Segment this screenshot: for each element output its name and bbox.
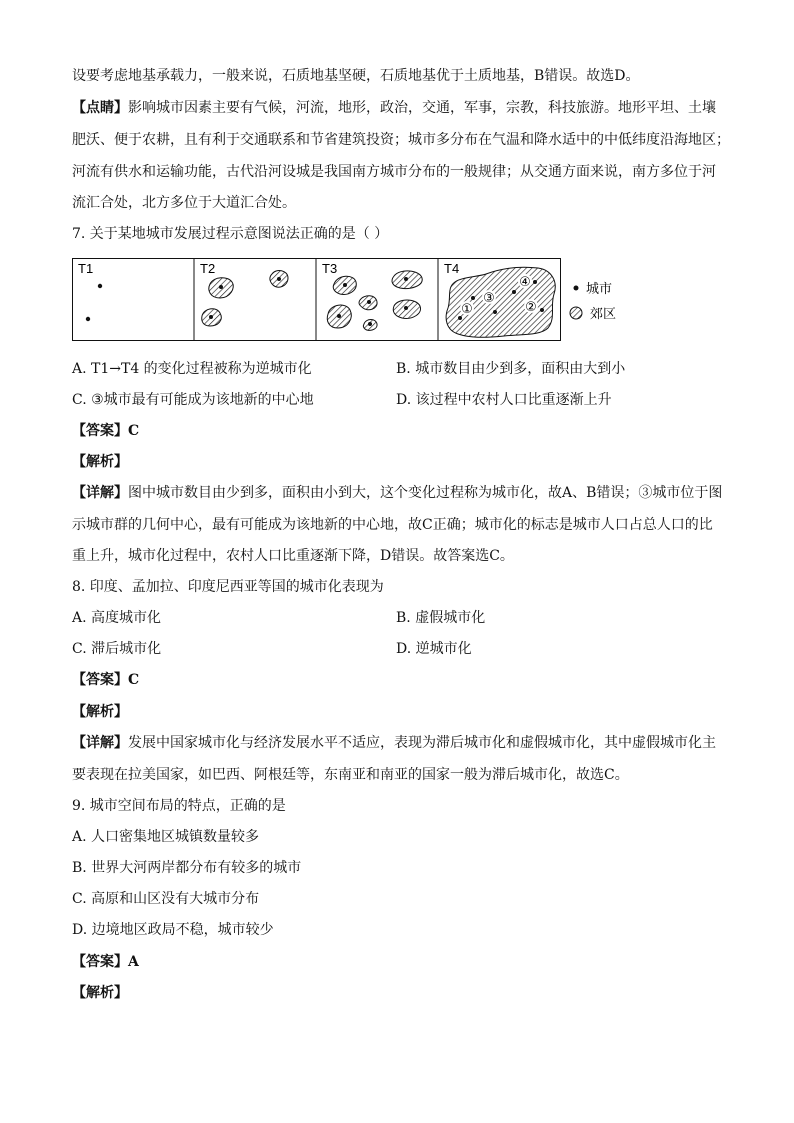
t4-city-number-3: ③ <box>483 291 495 306</box>
t4-city-dot <box>540 308 544 312</box>
q9-stem: 9. 城市空间布局的特点，正确的是 <box>72 798 286 814</box>
q7-detail-line-3: 重上升，城市化过程中，农村人口比重逐渐下降，D错误。故答案选C。 <box>72 548 514 564</box>
q8-analysis-label: 【解析】 <box>72 704 128 720</box>
q7-option-c: C. ③城市最有可能成为该地新的中心地 <box>72 392 314 408</box>
q8-detail-line-1: 【详解】发展中国家城市化与经济发展水平不适应，表现为滞后城市化和虚假城市化，其中虚假城市化主 <box>72 735 716 751</box>
t3-city-dot <box>404 306 408 310</box>
legend-city-label: 城市 <box>586 282 613 297</box>
q7-stem: 7. 关于某地城市发展过程示意图说法正确的是（ ） <box>72 226 389 242</box>
legend-suburb-swatch <box>570 307 582 319</box>
legend-city-dot <box>574 286 579 291</box>
q7-analysis-label: 【解析】 <box>72 454 128 470</box>
t4-city-dot <box>533 280 537 284</box>
q8-option-b: B. 虚假城市化 <box>396 610 486 626</box>
t4-city-number-2: ② <box>525 300 537 315</box>
t3-city-dot <box>368 322 372 326</box>
dianjing-line-2: 肥沃、便于农耕，且有利于交通联系和节省建筑投资；城市多分布在气温和降水适中的中低纬度沿海地区； <box>72 132 730 148</box>
q6-analysis-tail: 设要考虑地基承载力，一般来说，石质地基坚硬，石质地基优于土质地基，B错误。故选D。 <box>72 68 640 84</box>
q7-option-a: A. T1→T4 的变化过程被称为逆城市化 <box>72 361 312 377</box>
t2-city-dot <box>277 277 281 281</box>
t3-city-dot <box>404 277 408 281</box>
t3-city-dot <box>343 283 347 287</box>
t4-city-number-1: ① <box>461 302 473 317</box>
q9-analysis-label: 【解析】 <box>72 985 128 1001</box>
q9-option-d: D. 边境地区政局不稳，城市较少 <box>72 922 274 938</box>
legend-suburb-label: 郊区 <box>590 307 617 322</box>
panel-label-t3: T3 <box>322 261 338 276</box>
dianjing-line-3: 河流有供水和运输功能，古代沿河设城是我国南方城市分布的一般规律；从交通方面来说，南方多位于河 <box>72 164 716 180</box>
t1-city-dot <box>98 284 102 288</box>
q8-detail-label: 【详解】 <box>72 735 128 751</box>
q9-answer: 【答案】A <box>72 954 139 970</box>
dianjing-label: 【点睛】 <box>72 100 128 116</box>
q7-detail-line-2: 示城市群的几何中心，最有可能成为该地新的中心地，故C正确；城市化的标志是城市人口占总人口的比 <box>72 517 713 533</box>
q7-detail-line-1: 【详解】图中城市数目由少到多，面积由小到大，这个变化过程称为城市化，故A、B错误；③城市位于图 <box>72 485 723 501</box>
q8-option-a: A. 高度城市化 <box>72 610 162 626</box>
q9-option-c: C. 高原和山区没有大城市分布 <box>72 891 260 907</box>
t4-city-number-4: ④ <box>519 275 531 290</box>
q8-answer: 【答案】C <box>72 672 140 688</box>
q9-option-a: A. 人口密集地区城镇数量较多 <box>72 829 260 845</box>
q7-detail-label: 【详解】 <box>72 485 128 501</box>
q7-option-d: D. 该过程中农村人口比重逐渐上升 <box>396 392 612 408</box>
urbanization-diagram <box>72 258 672 344</box>
dianjing-line-1: 【点睛】影响城市因素主要有气候，河流，地形，政治，交通，军事，宗教，科技旅游。地形平坦、土壤 <box>72 100 716 116</box>
q8-option-c: C. 滞后城市化 <box>72 641 162 657</box>
dianjing-line-4: 流汇合处，北方多位于大道汇合处。 <box>72 195 296 211</box>
panel-label-t4: T4 <box>444 261 460 276</box>
q9-option-b: B. 世界大河两岸都分布有较多的城市 <box>72 860 302 876</box>
q8-detail-line-2: 要表现在拉美国家，如巴西、阿根廷等，东南亚和南亚的国家一般为滞后城市化，故选C。 <box>72 767 629 783</box>
panel-label-t1: T1 <box>78 261 94 276</box>
t4-city-dot <box>471 296 475 300</box>
t4-city-dot <box>512 290 516 294</box>
t2-city-dot <box>209 315 213 319</box>
q7-option-b: B. 城市数目由少到多，面积由大到小 <box>396 361 626 377</box>
q8-option-d: D. 逆城市化 <box>396 641 472 657</box>
q7-answer: 【答案】C <box>72 423 140 439</box>
t2-city-dot <box>219 285 223 289</box>
t4-city-dot <box>493 310 497 314</box>
t1-city-dot <box>86 317 90 321</box>
q8-stem: 8. 印度、孟加拉、印度尼西亚等国的城市化表现为 <box>72 579 384 595</box>
panel-label-t2: T2 <box>200 261 216 276</box>
t3-city-dot <box>367 300 371 304</box>
t3-city-dot <box>337 314 341 318</box>
